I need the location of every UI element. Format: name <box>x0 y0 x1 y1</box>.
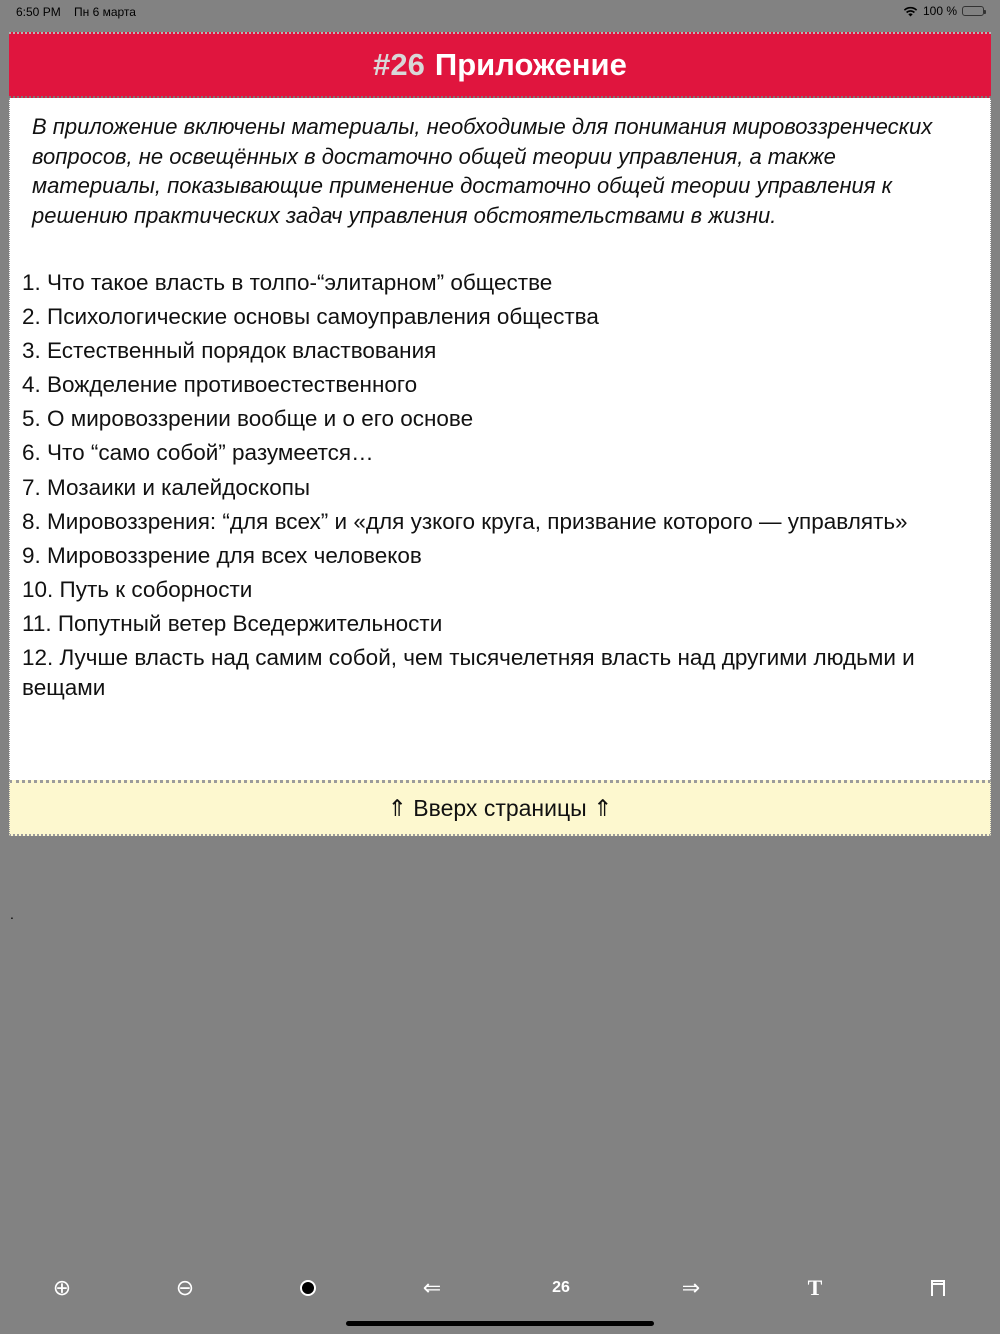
page-title <box>9 32 991 98</box>
back-to-top-button[interactable]: ⇑ Вверх страницы ⇑ <box>9 780 991 836</box>
dot-mark: . <box>10 906 14 922</box>
toc-item-10[interactable]: 10. Путь к соборности <box>22 576 253 602</box>
toc-item-8[interactable]: 8. Мировоззрения: “для всех” и «для узкого круга, призвание которого — управлять» <box>22 508 908 534</box>
table-of-contents <box>22 268 978 702</box>
toc-item-2[interactable]: 2. Психологические основы самоуправления общества <box>22 304 599 330</box>
status-date: Пн 6 марта <box>74 5 136 19</box>
bottom-toolbar <box>0 1266 1000 1310</box>
toc-item-12[interactable]: 12. Лучше власть над самим собой, чем тысячелетняя власть над другими людьми и вещами <box>22 645 915 700</box>
prev-page-icon[interactable]: ⇐ <box>422 1275 442 1300</box>
battery-percent: 100 % <box>922 4 957 18</box>
toc-item-11[interactable]: 11. Попутный ветер Вседержительности <box>22 610 443 636</box>
content <box>9 98 991 780</box>
chapter-title: Приложение <box>434 47 627 82</box>
status-time: 6:50 PM <box>16 5 61 19</box>
font-size-icon[interactable]: T <box>807 1275 823 1300</box>
theme-toggle-icon[interactable] <box>288 1274 328 1302</box>
status-bar <box>0 0 1000 24</box>
page-number[interactable]: 26 <box>552 1279 570 1296</box>
toc-item-3[interactable]: 3. Естественный порядок властвования <box>22 338 437 364</box>
battery-icon <box>962 6 984 16</box>
next-page-icon[interactable]: ⇒ <box>681 1275 701 1300</box>
toc-item-5[interactable]: 5. О мировоззрении вообще и о его основе <box>22 406 474 432</box>
toc-item-7[interactable]: 7. Мозаики и калейдоскопы <box>22 474 311 500</box>
toc-item-4[interactable]: 4. Вожделение противоестественного <box>22 372 418 398</box>
bookmark-icon[interactable] <box>918 1274 958 1302</box>
toc-item-6[interactable]: 6. Что “само собой” разумеется… <box>22 440 374 466</box>
intro-text: В приложение включены материалы, необходимые для понимания мировоззренческих вопросов, не освещённых в достаточно общей теории управления, а также материалы, показывающие применение достаточно общей теории управления к решению практических задач управления обстоятельствами в жизни. <box>32 114 933 228</box>
chapter-number: #26 <box>373 47 425 82</box>
zoom-out-icon[interactable]: ⊖ <box>175 1275 195 1300</box>
zoom-in-icon[interactable]: ⊕ <box>52 1275 72 1300</box>
toc-item-9[interactable]: 9. Мировоззрение для всех человеков <box>22 542 422 568</box>
page <box>9 32 991 836</box>
wifi-icon <box>903 6 918 17</box>
status-right <box>903 4 984 18</box>
toc-item-1[interactable]: 1. Что такое власть в толпо-“элитарном” обществе <box>22 270 553 295</box>
home-indicator[interactable] <box>346 1321 654 1326</box>
